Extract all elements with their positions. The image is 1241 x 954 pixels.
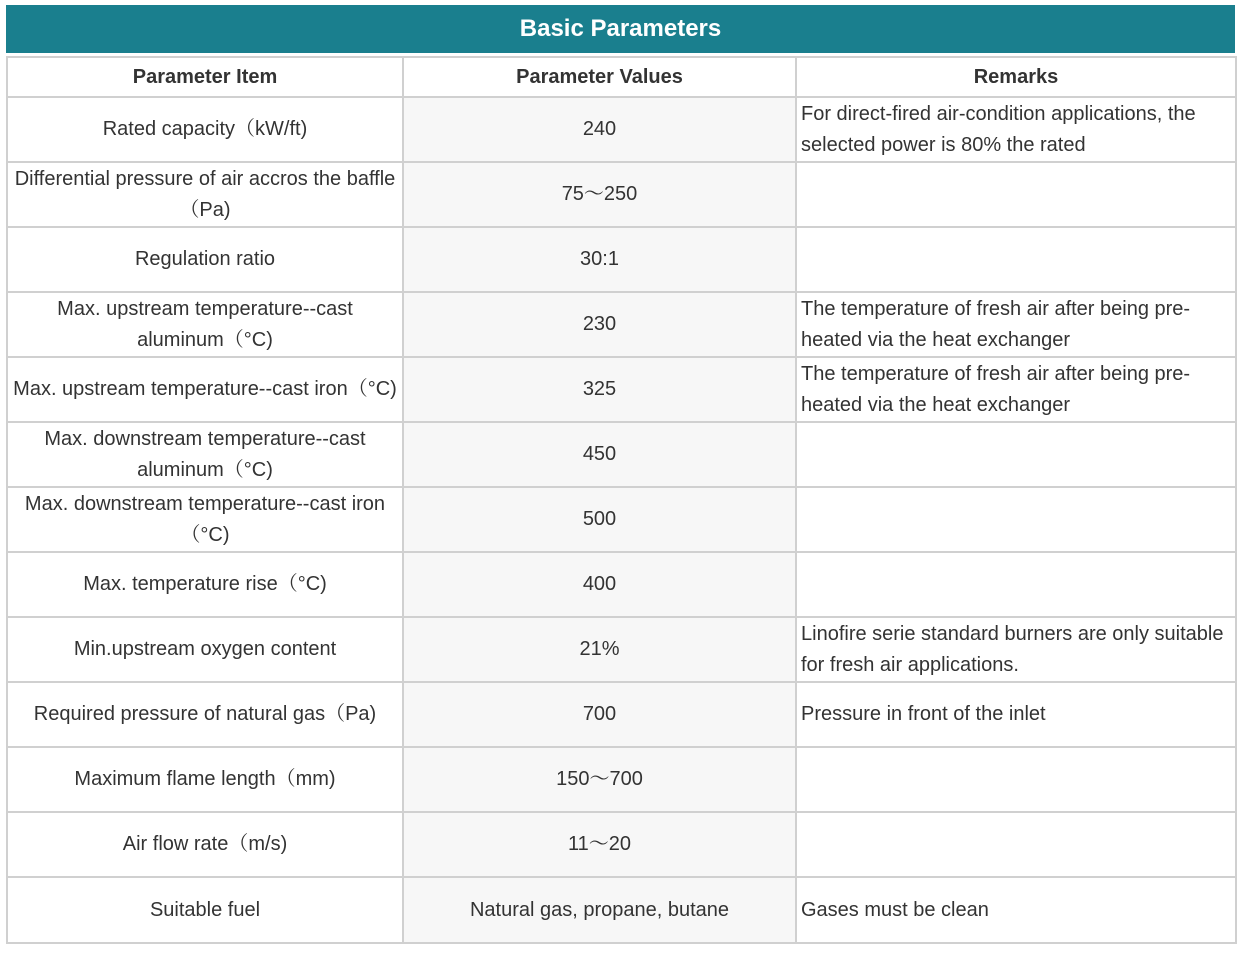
table-row: [7, 292, 1236, 357]
remarks-cell: [796, 552, 1236, 617]
parameters-table: [6, 56, 1237, 944]
table-row: [7, 97, 1236, 162]
remarks-cell: Pressure in front of the inlet: [796, 682, 1236, 747]
table-row: [7, 747, 1236, 812]
remarks-cell: The temperature of fresh air after being pre-heated via the heat exchanger: [796, 292, 1236, 357]
parameter-item-cell: Max. temperature rise（°C): [7, 552, 403, 617]
parameter-item-cell: Rated capacity（kW/ft): [7, 97, 403, 162]
parameter-value-cell: 75～250: [403, 162, 796, 227]
table-row: [7, 877, 1236, 943]
remarks-cell: [796, 812, 1236, 877]
parameter-value-cell: 30:1: [403, 227, 796, 292]
parameter-item-cell: Max. upstream temperature--cast iron（°C): [7, 357, 403, 422]
parameter-item-cell: Air flow rate（m/s): [7, 812, 403, 877]
parameter-item-cell: Regulation ratio: [7, 227, 403, 292]
remarks-cell: [796, 422, 1236, 487]
table-row: [7, 227, 1236, 292]
table-row: [7, 552, 1236, 617]
parameter-item-cell: Maximum flame length（mm): [7, 747, 403, 812]
parameter-value-cell: Natural gas, propane, butane: [403, 877, 796, 943]
parameter-value-cell: 230: [403, 292, 796, 357]
table-title: Basic Parameters: [6, 5, 1235, 56]
table-row: [7, 812, 1236, 877]
table-row: [7, 682, 1236, 747]
parameter-item-cell: Suitable fuel: [7, 877, 403, 943]
table-row: [7, 617, 1236, 682]
parameter-item-cell: Max. upstream temperature--cast aluminum（°C): [7, 292, 403, 357]
header-parameter-values: Parameter Values: [403, 57, 796, 97]
remarks-cell: For direct-fired air-condition applications, the selected power is 80% the rated: [796, 97, 1236, 162]
parameter-item-cell: Max. downstream temperature--cast aluminum（°C): [7, 422, 403, 487]
header-remarks: Remarks: [796, 57, 1236, 97]
remarks-cell: Linofire serie standard burners are only suitable for fresh air applications.: [796, 617, 1236, 682]
parameter-value-cell: 240: [403, 97, 796, 162]
header-row: [7, 57, 1236, 97]
table-row: [7, 162, 1236, 227]
table-row: [7, 487, 1236, 552]
parameter-value-cell: 325: [403, 357, 796, 422]
remarks-cell: Gases must be clean: [796, 877, 1236, 943]
remarks-cell: [796, 227, 1236, 292]
parameter-value-cell: 21%: [403, 617, 796, 682]
remarks-cell: The temperature of fresh air after being pre-heated via the heat exchanger: [796, 357, 1236, 422]
parameter-value-cell: 11～20: [403, 812, 796, 877]
table-row: [7, 422, 1236, 487]
parameter-item-cell: Min.upstream oxygen content: [7, 617, 403, 682]
parameter-item-cell: Max. downstream temperature--cast iron（°C): [7, 487, 403, 552]
remarks-cell: [796, 162, 1236, 227]
remarks-cell: [796, 487, 1236, 552]
parameter-item-cell: Differential pressure of air accros the baffle（Pa): [7, 162, 403, 227]
parameters-table-container: [6, 5, 1235, 944]
parameter-value-cell: 400: [403, 552, 796, 617]
header-parameter-item: Parameter Item: [7, 57, 403, 97]
parameter-value-cell: 700: [403, 682, 796, 747]
parameter-value-cell: 450: [403, 422, 796, 487]
parameter-value-cell: 150～700: [403, 747, 796, 812]
remarks-cell: [796, 747, 1236, 812]
table-row: [7, 357, 1236, 422]
parameter-value-cell: 500: [403, 487, 796, 552]
parameter-item-cell: Required pressure of natural gas（Pa): [7, 682, 403, 747]
